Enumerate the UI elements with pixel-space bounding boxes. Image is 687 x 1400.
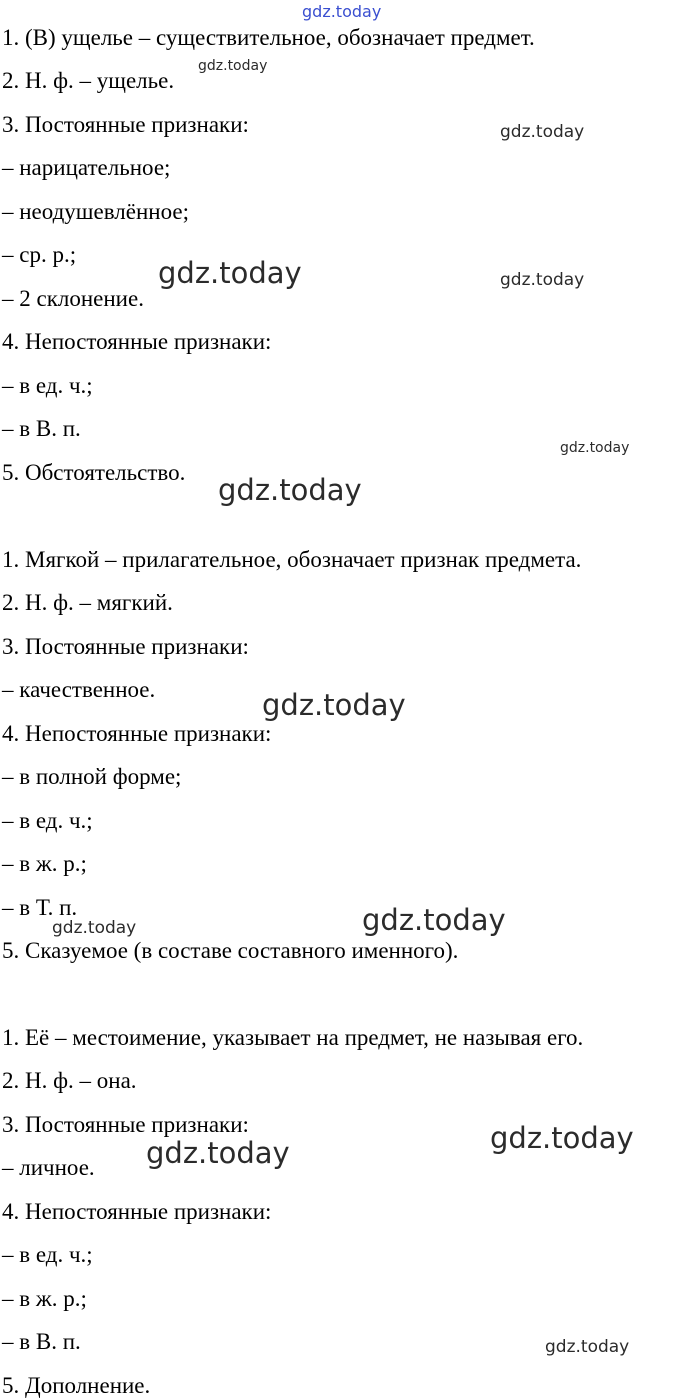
text-line: 3. Постоянные признаки:: [2, 634, 249, 659]
text-line: – в ед. ч.;: [2, 808, 93, 833]
text-line: 2. Н. ф. – ущелье.: [2, 68, 175, 93]
text-line: 1. Мягкой – прилагательное, обозначает признак предмета.: [2, 547, 582, 572]
text-line: – в В. п.: [2, 416, 81, 441]
text-line: 3. Постоянные признаки:: [2, 112, 249, 137]
watermark: gdz.today: [218, 473, 362, 507]
watermark: gdz.today: [560, 440, 630, 456]
watermark: gdz.today: [500, 270, 585, 290]
text-line: – в Т. п.: [2, 895, 78, 920]
text-line: – в ж. р.;: [2, 851, 87, 876]
text-line: – неодушевлённое;: [2, 199, 189, 224]
watermark: gdz.today: [262, 688, 406, 722]
watermark: gdz.today: [158, 256, 302, 290]
text-line: – ср. р.;: [2, 242, 77, 267]
text-line: 2. Н. ф. – мягкий.: [2, 590, 173, 615]
watermark: gdz.today: [490, 1121, 634, 1155]
text-line: – в ед. ч.;: [2, 1242, 93, 1267]
text-line: 4. Непостоянные признаки:: [2, 721, 272, 746]
watermark: gdz.today: [362, 903, 506, 937]
watermark: gdz.today: [146, 1136, 290, 1170]
text-line: 3. Постоянные признаки:: [2, 1112, 249, 1137]
text-line: 1. Её – местоимение, указывает на предмет, не называя его.: [2, 1025, 584, 1050]
text-line: 5. Дополнение.: [2, 1373, 151, 1398]
text-line: – в полной форме;: [2, 764, 182, 789]
text-line: – в ж. р.;: [2, 1286, 87, 1311]
text-line: – качественное.: [2, 677, 156, 702]
text-line: 4. Непостоянные признаки:: [2, 1199, 272, 1224]
watermark: gdz.today: [52, 918, 137, 938]
text-line: – в В. п.: [2, 1329, 81, 1354]
text-line: 1. (В) ущелье – существительное, обозначает предмет.: [2, 25, 535, 50]
text-line: 5. Сказуемое (в составе составного именного).: [2, 938, 459, 963]
text-line: – в ед. ч.;: [2, 373, 93, 398]
watermark: gdz.today: [302, 2, 382, 21]
text-line: – личное.: [2, 1155, 95, 1180]
text-line: 5. Обстоятельство.: [2, 460, 186, 485]
text-line: – нарицательное;: [2, 155, 171, 180]
text-line: 4. Непостоянные признаки:: [2, 329, 272, 354]
watermark: gdz.today: [198, 58, 268, 74]
watermark: gdz.today: [500, 122, 585, 142]
text-line: 2. Н. ф. – она.: [2, 1068, 137, 1093]
watermark: gdz.today: [545, 1337, 630, 1357]
text-line: – 2 склонение.: [2, 286, 144, 311]
